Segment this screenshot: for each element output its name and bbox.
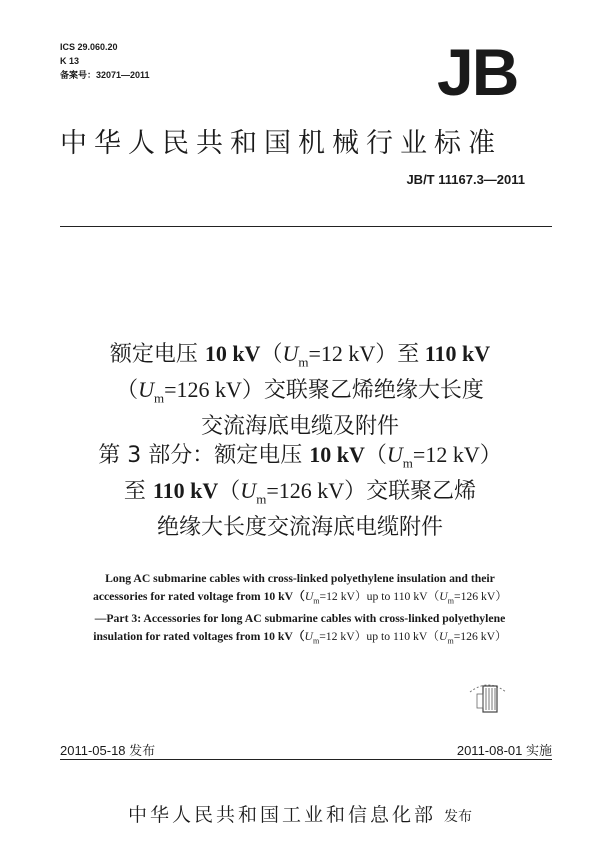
filing-number: 备案号：32071—2011 [60, 70, 150, 80]
classification-block [60, 40, 150, 82]
standard-category-title: 中华人民共和国机械行业标准 [60, 128, 502, 159]
en-title-line-3: —Part 3: Accessories for long AC submarine cables with cross-linked polyethylene [94, 612, 506, 626]
en-title-line-4: insulation for rated voltages from 10 $kV(U_m=12$ kV）up to 110 $kV(U_m=126$ kV） [93, 630, 507, 646]
cn-title-line-3: 交流海底电缆及附件 [200, 413, 399, 439]
cn-title-line-6: 绝缘大长度交流海底电缆附件 [156, 514, 443, 540]
publisher-label: 发布 [444, 809, 472, 825]
top-divider [60, 226, 552, 227]
en-title-line-1: Long AC submarine cables with cross-linked polyethylene insulation and their [105, 572, 495, 585]
cn-title-line-5: 至 110 $kV(U_m=126$ kV）交联聚乙烯 [123, 478, 477, 507]
standard-number: JB/T 11167.3—2011 [406, 172, 525, 187]
publisher [0, 800, 600, 827]
cn-title-line-1: 额定电压 10 $kV(U_m=12$ kV）至 110 kV [109, 341, 491, 370]
class-code: K 13 [60, 56, 80, 66]
cn-title-line-4: 第 3 部分：额定电压 10 $kV(U_m=12$ kV） [98, 441, 502, 471]
jb-logo-text: JB [437, 35, 518, 109]
chinese-title [30, 340, 570, 542]
cn-title-line-2: （$U_m=126$ kV）交联聚乙烯绝缘大长度 [116, 377, 484, 406]
implementation-date: 2011-08-01 实施 [456, 743, 552, 758]
bottom-divider [60, 759, 552, 760]
publisher-organization: 中华人民共和国工业和信息化部 [127, 804, 436, 826]
publisher-seal-icon [464, 672, 512, 720]
issue-date: 2011-05-18 发布 [60, 743, 156, 758]
en-title-line-2: accessories for rated voltage from 10 $kV(U_m=12$ kV）up to 110 $kV(U_m=126$ kV） [92, 590, 508, 606]
jb-logo [437, 35, 547, 109]
ics-code: ICS 29.060.20 [60, 42, 118, 52]
english-title [40, 570, 560, 651]
